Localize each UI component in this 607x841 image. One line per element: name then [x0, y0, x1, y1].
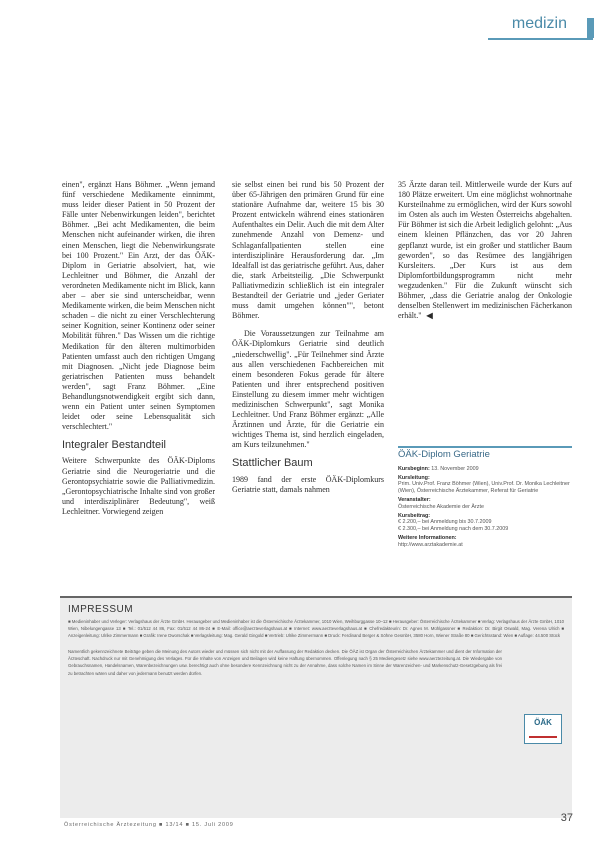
article-paragraph: Die Voraussetzungen zur Teilnahme am ÖÄK-Diplomkurs Geriatrie sind deutlich „niederschwellig". „Für Teilnehmer sind Ärzte aus allen verschiedenen Fachbereichen mit einem besonderen Fokus gerade für ältere Patienten und ihrer entsprechend positiven Einstellung zu diesem immer mehr wichtigen medizinischen Schwerpunkt", sagt Monika Lechleitner. Und Franz Böhmer ergänzt: „Alle Ärztinnen und Ärzte, für die Geriatrie ein wichtiges Thema ist, sind herzlich eingeladen, am Kurs teilzunehmen."	[232, 329, 384, 450]
info-label: Veranstalter:	[398, 496, 431, 503]
article-column-3	[398, 180, 572, 321]
info-value: 13. November 2009	[431, 465, 479, 472]
impressum-note: Namentlich gekennzeichnete Beiträge geben die Meinung des Autors wieder und müssen sich nicht mit der Auffassung der Redaktion decken. Die ÖÄZ ist Organ der Österreichischen Ärztekammer und dient der Information der Ärzteschaft. Nachdruck nur mit Genehmigung des Verlages. Für die Inhalte von Anzeigen und Beilagen wird keine Haftung übernommen. Offenlegung nach § 25 Mediengesetz siehe www.aerztezeitung.at. Die Wiedergabe von Gebrauchsnamen, Handelsnamen, Warenbezeichnungen usw. berechtigt auch ohne besondere Kennzeichnung nicht zu der Annahme, dass solche Namen im Sinne der Warenzeichen- und Markenschutz-Gesetzgebung als frei zu betrachten wären und daher von jedermann benutzt werden dürfen.	[68, 648, 502, 676]
section-marker	[587, 18, 594, 38]
subheading-integraler-bestandteil: Integraler Bestandteil	[62, 439, 166, 452]
info-value: Österreichische Akademie der Ärzte	[398, 503, 484, 510]
page-number: 37	[560, 812, 573, 824]
section-label: medizin	[511, 15, 567, 32]
section-header	[488, 14, 593, 40]
article-column-1	[62, 180, 215, 517]
info-label: Kursleitung:	[398, 474, 430, 481]
info-item-lead	[398, 475, 572, 495]
footer-publication-line: Österreichische Ärztezeitung ■ 13/14 ■ 15. Juli 2009	[64, 822, 234, 828]
article-paragraph: Weitere Schwerpunkte des ÖÄK-Diploms Geriatrie sind die Neurogeriatrie und die Gerontopsychiatrie sowie die Palliativmedizin. „Gerontopsychiatrische Inhalte sind von großer und interdisziplinärer Bedeutung", weiß Lechleitner. Vorwiegend zeigen	[62, 456, 215, 516]
info-item-organizer	[398, 497, 572, 511]
article-column-2	[232, 180, 384, 495]
article-paragraph: einen", ergänzt Hans Böhmer. „Wenn jemand fünf verschiedene Medikamente einnimmt, muss leider dieser Patient in 50 Prozent der Fälle unter Nebenwirkungen leiden", berichtet Böhmer. „Bei acht Medikamenten, die beim Menschen nicht aufeinander wirken, die ihren einen Menschen, liegt die Nebenwirkungsrate bei 100 Prozent." Ein Arzt, der das ÖÄK-Diplom in Geriatrie absolviert, hat, wie Lechleitner und Böhmer, die Anzahl der verordneten Medikamente nicht im Blick, kann aber – aber sie sind unterscheidbar, wenn Medikamente wirken, die beim Menschen nicht schaden – die nicht zu einer Verschlechterung seiner Kognition, seiner Kontinenz oder seiner Mobilität führen." Das Wissen um die richtige Medikation für den älteren multimorbiden Patienten umfasst auch den richtigen Umgang mit Diagnosen. „Nicht jede Diagnose beim geriatrischen Patienten muss behandelt werden", sagt Franz Böhmer. „Eine Behandlungsnotwendigkeit ergibt sich dann, wenn ein Patient unter seinen Symptomen leidet oder seine Lebensqualität sich verschlechtert."	[62, 180, 215, 432]
info-box-title: ÖÄK-Diplom Geriatrie	[398, 446, 572, 459]
info-item-more	[398, 535, 572, 549]
impressum-text: ■ Medieninhaber und Verleger: Verlagshaus der Ärzte GmbH. Herausgeber und Medieninhaber ist die Österreichische Ärztekammer, 1010 Wien, Weihburggasse 10–12 ■ Herausgeber: Österreichische Ärztekammer ■ Verlag: Verlagshaus der Ärzte GmbH, 1010 Wien, Nibelungengasse 13 ■ Tel.: 01/512 44 86, Fax: 01/512 44 86-24 ■ E-Mail: office@aerzteverlagshaus.at ■ Internet: www.aerzteverlagshaus.at ■ Chefredakteurin: Dr. Agnes M. Mühlgassner ■ Redaktion: Dr. Birgit Oswald, Mag. Verena Ulrich ■ Anzeigenleitung: Ulrike Zimmermann ■ Grafik: Irene Dworschak ■ Verlagsleitung: Mag. Gerald Gingold ■ Vertrieb: Ulrike Zimmermann ■ Druck: Ferdinand Berger & Söhne GesmbH, 3580 Horn, Wiener Straße 80 ■ Gerichtsstand: Wien ■ Auflage: 44.500 Stück	[68, 619, 564, 639]
article-paragraph: sie selbst einen bei rund bis 50 Prozent der über 65-Jährigen den primären Grund für eine stationäre Aufnahme dar, weitere 15 bis 30 Prozent entwickeln während eines stationären Aufenthaltes ein Delir. Auch die mit dem Alter zunehmende Anzahl von Demenz- und Schlaganfallpatienten stellen eine interdisziplinäre Herausforderung dar. „Im Idealfall ist das geriatrische geführt. Aus, daher die, stark Arbeitsteilig. „Die Schwerpunkt Palliativmedizin schließlich ist ein integraler Bestandteil der Geriatrie und „jeder Geriater muss damit umgehen können"", betont Böhmer.	[232, 180, 384, 321]
info-value: € 2.300,– bei Anmeldung nach dem 30.7.2009	[398, 526, 509, 533]
info-label: Weitere Informationen:	[398, 534, 457, 541]
article-text: 35 Ärzte daran teil. Mittlerweile wurde der Kurs auf 180 Plätze erweitert. Um eine möglichst wohnortnahe Kursteilnahme zu ermöglichen, wird der Kurs sowohl im Osten als auch im Westen Österreichs abgehalten. Für Böhmer ist sich die Arbeit lediglich gelohnt: „Aus einem kleinen Pflänzchen, das vor 20 Jahren gepflanzt wurde, ist ein großer und stattlicher Baum geworden", so das Resümee des langjährigen Kursleiters. „Der Kurs ist aus dem Diplomfortbildungsprogramm nicht mehr wegzudenken." Für die Zukunft wünscht sich Böhmer, „dass die Geriatrie analog der Onkologie denselben Stellenwert im medizinischen Fächerkanon erhält."	[398, 180, 572, 321]
info-item-cost	[398, 513, 572, 533]
oeak-logo: ÖÄK	[524, 714, 562, 744]
impressum-box	[60, 596, 572, 818]
info-value: Prim. Univ.Prof. Franz Böhmer (Wien), Univ.Prof. Dr. Monika Lechleitner (Wien), Österreichische Ärztekammer, Referat für Geriatrie	[398, 481, 570, 495]
subheading-stattlicher-baum: Stattlicher Baum	[232, 457, 313, 470]
info-label: Kursbeginn:	[398, 465, 430, 472]
info-label: Kursbeitrag:	[398, 512, 431, 519]
info-item-start	[398, 466, 572, 473]
article-paragraph: 1989 fand der erste ÖÄK-Diplomkurs Geriatrie statt, damals nahmen	[232, 474, 384, 494]
info-link[interactable]: http://www.arztakademie.at	[398, 541, 463, 548]
info-value: € 2.200,– bei Anmeldung bis 30.7.2009	[398, 519, 492, 526]
impressum-title: IMPRESSUM	[68, 604, 134, 615]
article-paragraph	[398, 180, 572, 321]
end-of-article-icon: ◀	[426, 311, 433, 321]
course-info-box	[398, 446, 572, 568]
